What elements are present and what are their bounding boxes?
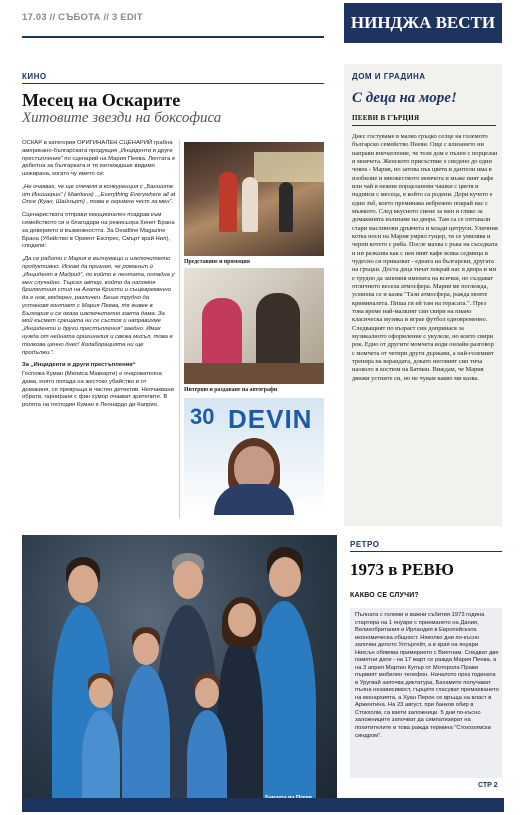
page-number: СТР 2 [478,782,498,789]
retro-title: 1973 в РЕВЮ [350,560,454,579]
photo-figure [256,293,300,368]
author-portrait-photo [184,398,324,515]
photo-face [173,561,203,599]
photo-figure [122,665,170,808]
date-line: 17.03 // СЪБОТА // 3 EDIT [22,12,143,23]
photo-face [89,678,113,708]
photo-face [68,565,98,603]
photo-table [184,363,324,384]
article-body [22,140,176,415]
portrait-jacket [214,484,294,515]
article-subtitle: Хитовите звезди на боксофиса [22,110,222,126]
photo-sign [254,152,324,182]
anniversary-logo: 30 [190,404,215,429]
devin-logo: DEVIN [228,404,313,434]
section-rule-retro [350,551,502,552]
masthead: НИНДЖА ВЕСТИ [344,3,502,43]
section-label-home: ДОМ И ГРАДИНА [352,72,426,81]
photo-face [269,557,301,597]
article-paragraph: Сценаристката отправи емоционален поздрав към семейството си и благодари на режисьора Кенет Брана за доверието и възможността. За Deadline Magazine Брана (Убийство в Ориент Експрес, Смърт край Нил), сподели: [22,212,175,250]
photo-figure [279,182,293,232]
interview-photo [184,268,324,384]
photo-face [195,678,219,708]
photo-figure [219,172,237,232]
photo-face [133,633,159,665]
photo-caption-promotion: Представяне и промоция [184,259,250,265]
section-rule-kino [22,83,324,84]
family-photo [22,535,337,808]
header-rule [22,36,324,38]
promotion-photo [184,142,324,256]
photo-figure [242,177,258,232]
home-title: С деца на море! [352,90,457,106]
article-quote: „Да се работи с Мария е вълнуващо и изключително продуктивно. Искам да призная, че романът ѝ „Инцидент в Мадрид“, по който е лентата, попадна у мен случайно. Търсех автор, който да напомня брилянтния стил на Агата Кристи и същевременно да е нов, модерен, различен. Беше трудно да установя контакт с Мария Пеева, тя живее в България и се оказа изключително заета дама. За мой късмет срещата ни се състоя и направихме „Инциденти и други престъпления“ заедно. Имах нужда от нейната оригиналия и свежа мисъл, това е толкова ценно днес! Колаборацията ни ще продължи.“. [22,256,175,356]
photo-figure [187,710,227,808]
home-article-body: Днес гостуваме в малко гръцко селце на големото българско семейство Пееви. Още с влизането ни направи впечатление, че този дом е пълен с порцелан и момчета. Женското присъствие е сведено до един човек - Мария, но затова пък цветя и дантели има в изобилие и множеството момчета и мъже пият кафе или чай в нежни порцеланови чашки с цветя и надписи с месеца, в който са родени. Дори кучето е един зъб, което преминава небрежно покрай нас с мъжкото. След вкусното сиене за мен и глико за домакинята излизаме на двора. Там са се оптъвали стари маслинови дръвчета и млади цитруси. Уличния котка носи на Мария умрял гущер, тя се умилява и черпи котето с риба. После махва с ръка на съседката и ни разказва как с нея пият кафе всяка седмица и чудесно си приказват - едната на български, другата на гръцки. Доста деца тичат покрай нас в двора и ми е трудно да запомня имената на всички, но създават отличното весела атмосфера. Мария ме поглежда, усмихва се и казва "Тази атмосфера, ражда моите криминалета. Пиша ги ей там на терасата.". През това време най-малкият син свири на пиано класическа музика и играе футбол едновременно. Следващият по възраст син допринася за музикалното оформление с укулеле, но които свири рок. Едно от другите момчета води онлайн разговор с момчета от четири други държави, а най-големият тренира на верандата, докато неговият син тича наоколо в костюм на Батман. Виждам, че Мария движи устните си, но не чувам какво ми казва. [352,133,498,382]
footer-bar [22,798,504,812]
photo-caption-interview: Интервю и раздаване на автографи [184,387,278,393]
article-paragraph: Госпожа Куман (Мелиса Маккарти) е очарователна дама, която попада на жестоко убийство и от домакиня, се превръща в частен детектив. Неочаквани обрати, гарнирани с фин хумор очакват зрителите. В ролята на господин Куман е Леонардо ди Каприо. [22,371,174,409]
article-title: Месец на Оскарите [22,90,181,110]
section-label-kino: КИНО [22,72,47,81]
home-subtitle: ПЕЕВИ В ГЪРЦИЯ [352,114,420,122]
column-divider [179,140,180,518]
photo-figure [202,298,242,368]
section-label-retro: РЕТРО [350,540,380,549]
article-subheading: За „Инциденти и други престъпления“ [22,362,136,369]
retro-body: Пълната с големи и важни събития 1973 година стартира на 1 януари с приемането на Дания, Великобритания и Ирландия в Европейската икономическа общност. Няколко дни по-късно започва делото Уотъргейт, а в края на януари Никсън обявява примирието с Виетнам. Следват две паметни дати - на 17 март се ражда Мария Пеева, а на 3 април Мартин Купър от Моторола Прави първият мобилен телефон. Началото през годината в Уругвай започва диктатура, Бахамите получават пълна независимост, гърците гласуват премахването на монархията, а Хуан Перон се връща на власт в Аржентина. На 23 август, при банков обир в Стокхолм, са взети заложници. 5 дни по-късно заложниците започват да симпатизират на похитителите и това ражда термина "Стокхолмски синдром". [355,612,499,739]
retro-question: КАКВО СЕ СЛУЧИ? [350,592,419,599]
article-quote: „Не очаквах, че ще спечеля в конкуренция с „Баншите от Инишерин“ ( Макдона) , „Everything Everywhere all at Once (Куан, Шайнърт) , това е огромна чест за мен“. [22,183,176,206]
section-rule-home [352,125,496,126]
photo-face [228,603,256,637]
photo-figure [82,710,120,808]
article-paragraph: ОСКАР в категория ОРИГИНАЛЕН СЦЕНАРИЙ грабна американо-българската продукция „Инциденти и други престъпления“ по сценарий на Мария Пеева. Лентата е дебютна за българката и тя изглеждаше видимо шокирана, когато чу името си: [22,140,176,178]
